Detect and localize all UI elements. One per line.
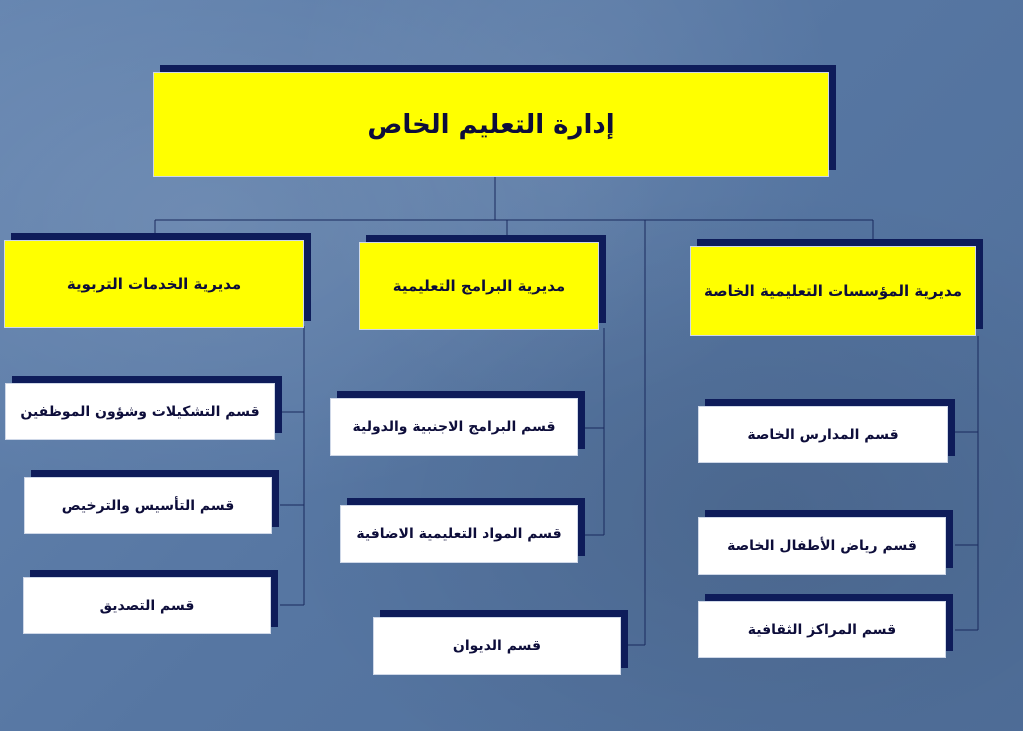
directorate-label: مديرية الخدمات التربوية bbox=[66, 275, 242, 293]
section-establishment-licensing bbox=[24, 477, 272, 534]
section-label: قسم التشكيلات وشؤون الموظفين bbox=[20, 403, 260, 420]
section-label: قسم التصديق bbox=[99, 597, 195, 614]
directorate-label: مديرية المؤسسات التعليمية الخاصة bbox=[704, 282, 962, 300]
section-private-schools bbox=[698, 406, 948, 463]
section-label: قسم رياض الأطفال الخاصة bbox=[727, 538, 917, 554]
section-label: قسم المواد التعليمية الاضافية bbox=[356, 526, 562, 542]
section-label: قسم الديوان bbox=[452, 638, 542, 654]
section-private-kindergartens bbox=[698, 517, 946, 575]
directorate-educational-services bbox=[4, 240, 304, 328]
org-title-box bbox=[153, 72, 829, 177]
directorate-educational-programs bbox=[359, 242, 599, 330]
section-label: قسم المدارس الخاصة bbox=[747, 426, 899, 443]
org-title: إدارة التعليم الخاص bbox=[367, 109, 615, 140]
section-staffing-affairs bbox=[5, 383, 275, 440]
section-additional-educational-materials bbox=[340, 505, 578, 563]
section-certification bbox=[23, 577, 271, 634]
section-label: قسم التأسيس والترخيص bbox=[61, 497, 235, 514]
section-diwan bbox=[373, 617, 621, 675]
section-label: قسم المراكز الثقافية bbox=[747, 621, 897, 638]
section-label: قسم البرامج الاجنبية والدولية bbox=[352, 419, 556, 435]
directorate-private-institutions bbox=[690, 246, 976, 336]
section-cultural-centers bbox=[698, 601, 946, 658]
directorate-label: مديرية البرامج التعليمية bbox=[392, 277, 566, 295]
section-foreign-international-programs bbox=[330, 398, 578, 456]
